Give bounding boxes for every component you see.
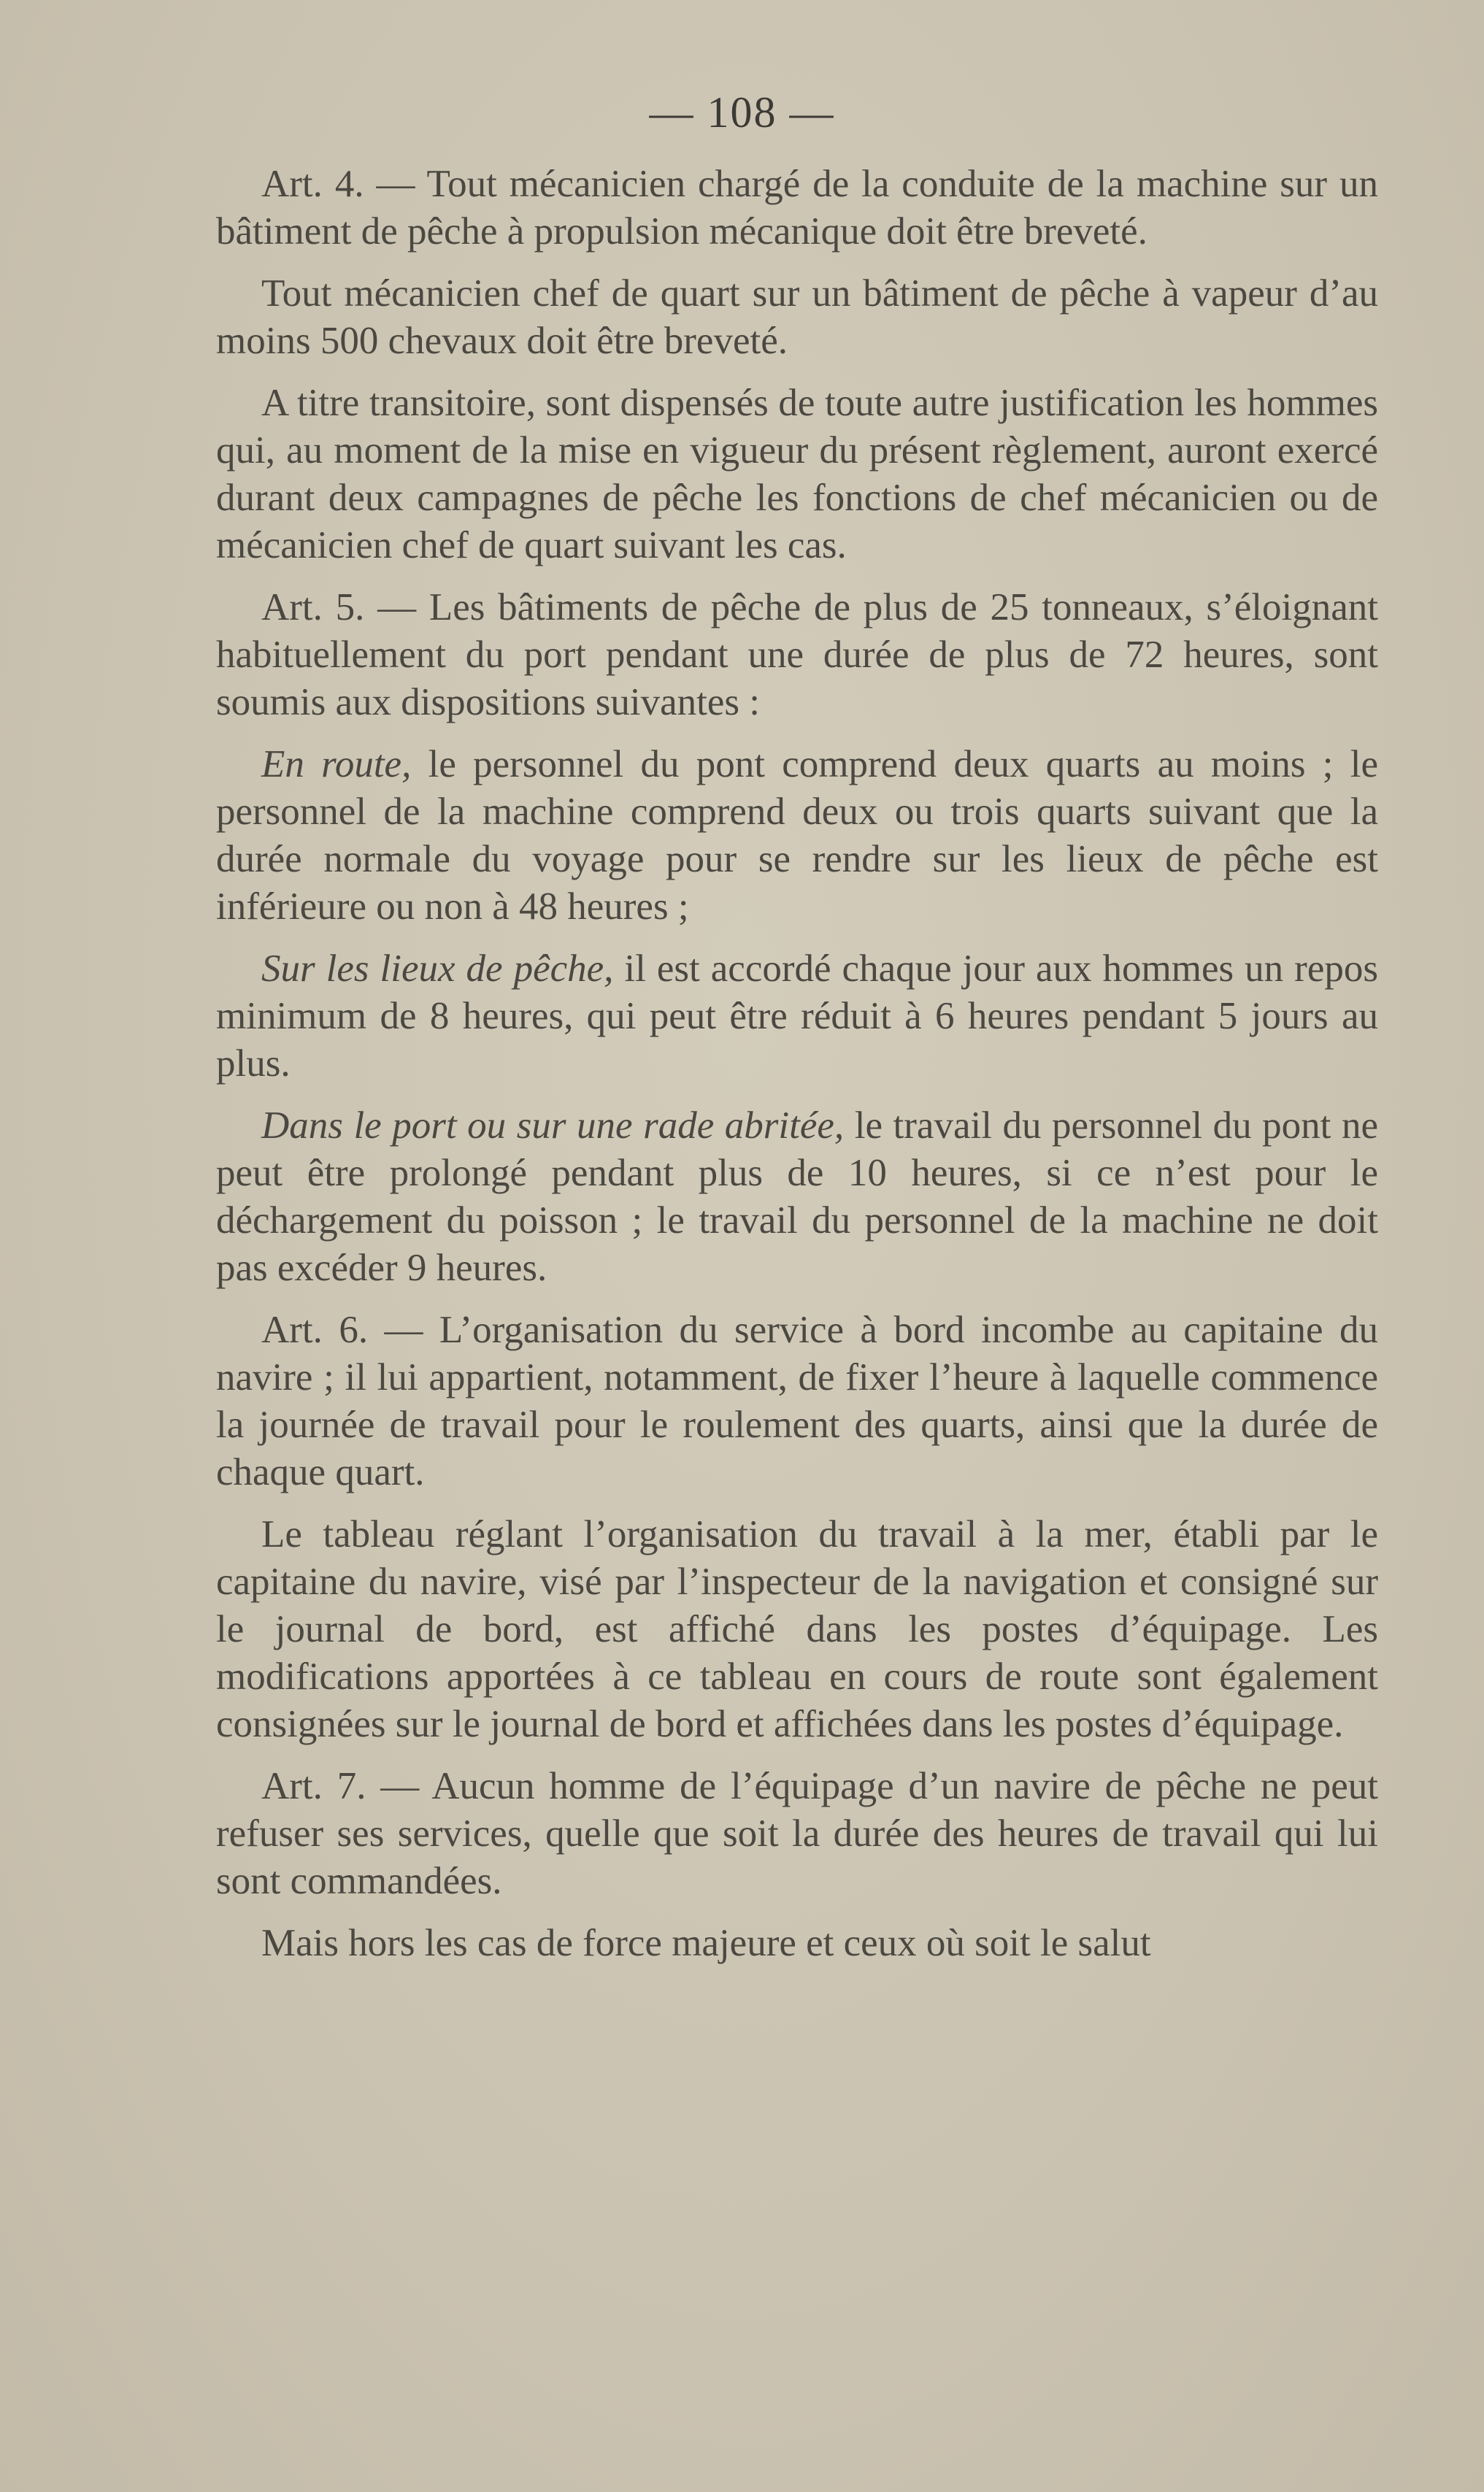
paragraph-lead: En route,	[261, 743, 412, 785]
paragraph-text: A titre transitoire, sont dispensés de toute autre justification les hommes qui, au moment de la mise en vigueur du présent règlement, auront exercé durant deux campagnes de pêche les fonctions de chef mécanicien ou de mécanicien chef de quart suivant les cas.	[216, 382, 1378, 566]
paragraph-text: Art. 6. — L’organisation du service à bord incombe au capitaine du navire ; il lui appartient, notamment, de fixer l’heure à laquelle commence la journée de travail pour le roulement des quarts, ainsi que la durée de chaque quart.	[216, 1309, 1378, 1493]
paragraph-text: il est accordé chaque jour aux hommes un repos minimum de 8 heures, qui peut être réduit à 6 heures pendant 5 jours au plus.	[216, 947, 1378, 1085]
paragraph-dans-le-port	[216, 1102, 1378, 1292]
paragraph-lieux-de-peche	[216, 945, 1378, 1088]
paragraph-text: le personnel du pont comprend deux quarts au moins ; le personnel de la machine comprend deux ou trois quarts suivant que la durée normale du voyage pour se rendre sur les lieux de pêche est inférieure ou non à 48 heures ;	[216, 743, 1378, 928]
paragraph-text: le travail du personnel du pont ne peut être prolongé pendant plus de 10 heures, si ce n’est pour le déchargement du poisson ; le travail du personnel de la machine ne doit pas excéder 9 heures.	[216, 1104, 1378, 1289]
paragraph-lead: Sur les lieux de pêche,	[261, 947, 614, 990]
paragraph-lead: Dans le port ou sur une rade abritée,	[261, 1104, 845, 1147]
paragraph-mais-hors	[216, 1920, 1378, 1967]
paragraph-text: Mais hors les cas de force majeure et ceux où soit le salut	[261, 1922, 1151, 1964]
paragraph-text: Art. 5. — Les bâtiments de pêche de plus de 25 tonneaux, s’éloignant habituellement du port pendant une durée de plus de 72 heures, sont soumis aux dispositions suivantes :	[216, 586, 1378, 723]
paragraph-transitoire	[216, 380, 1378, 569]
paragraph-art5	[216, 584, 1378, 726]
paragraph-art4	[216, 161, 1378, 255]
paragraph-text: Le tableau réglant l’organisation du travail à la mer, établi par le capitaine du navire, visé par l’inspecteur de la navigation et consigné sur le journal de bord, est affiché dans les postes d’équipage. Les modifications apportées à ce tableau en cours de route sont également consignées sur le journal de bord et affichées dans les postes d’équipage.	[216, 1513, 1378, 1745]
page-number: — 108 —	[649, 88, 835, 136]
paragraph-text: Art. 7. — Aucun homme de l’équipage d’un navire de pêche ne peut refuser ses services, quelle que soit la durée des heures de travail qui lui sont commandées.	[216, 1765, 1378, 1902]
paragraph-tableau	[216, 1511, 1378, 1748]
paragraph-text: Art. 4. — Tout mécanicien chargé de la conduite de la machine sur un bâtiment de pêche à propulsion mécanique doit être breveté.	[216, 163, 1378, 253]
paragraph-art6	[216, 1307, 1378, 1496]
paragraph-art7	[216, 1763, 1378, 1905]
body-text	[216, 161, 1378, 1967]
paragraph-text: Tout mécanicien chef de quart sur un bâtiment de pêche à vapeur d’au moins 500 chevaux doit être breveté.	[216, 272, 1378, 362]
paragraph-en-route	[216, 741, 1378, 931]
paragraph-chef-de-quart	[216, 270, 1378, 365]
